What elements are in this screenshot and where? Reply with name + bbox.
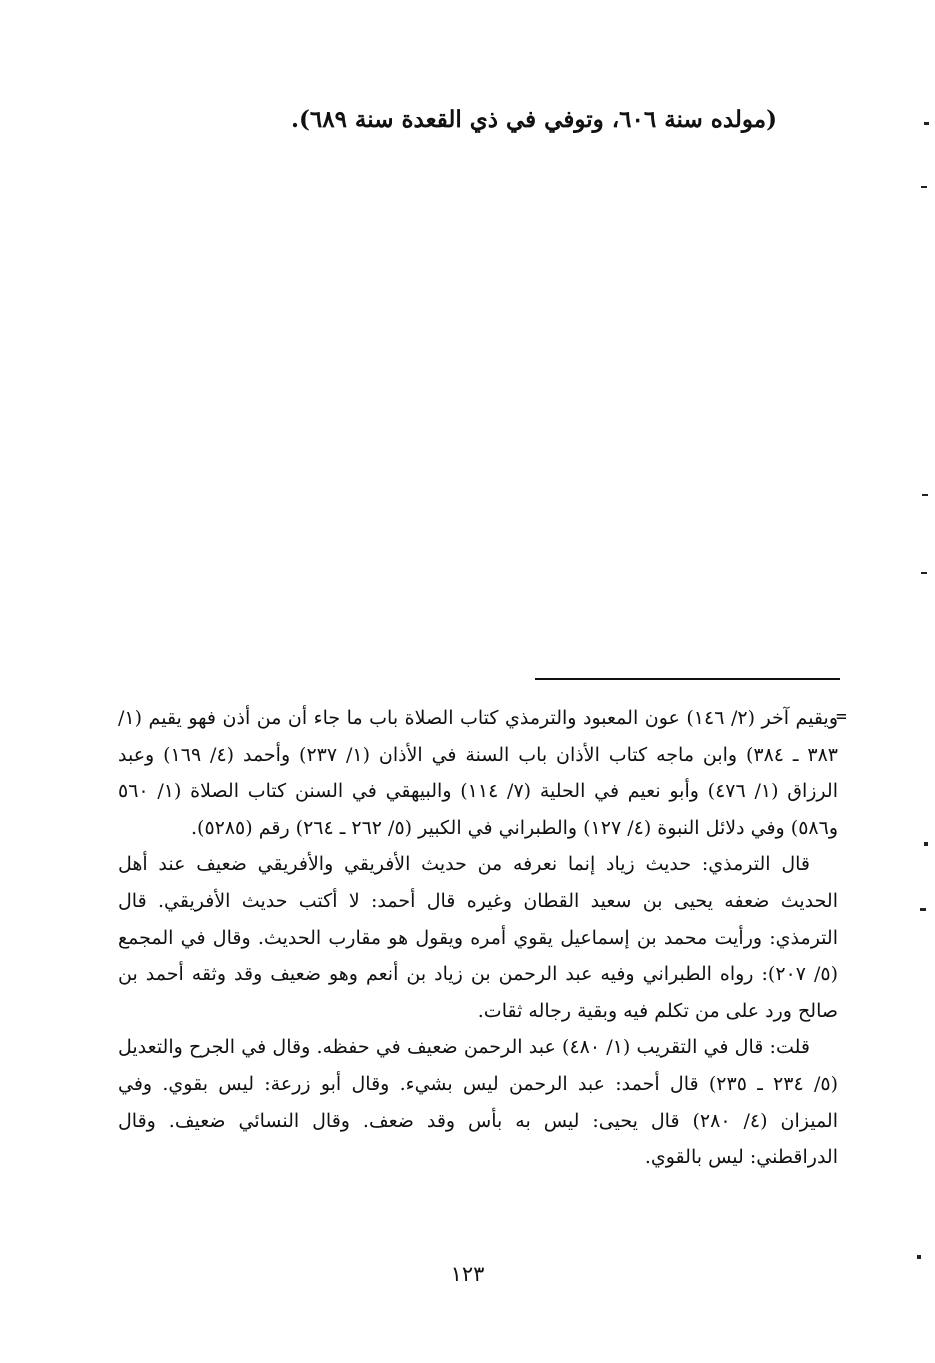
scan-speck	[924, 122, 929, 125]
continuation-mark: =	[836, 706, 847, 727]
scan-speck	[921, 572, 927, 574]
footnote-paragraph-qultu: قلت: قال في التقريب (١/ ٤٨٠) عبد الرحمن ضعيف في حفظه. وقال في الجرح والتعديل (٥/ ٢٣٤ ـ ٢٣٥) قال أحمد: عبد الرحمن ليس بشيء. وقال أبو زرعة: ليس بقوي. وفي الميزان (٤/ ٢٨٠) قال يحيى: ليس به بأس وقد ضعف. وقال النسائي ضعيف. وقال الدراقطني: ليس بالقوي.	[118, 1036, 838, 1169]
footnote-separator	[535, 678, 840, 680]
footnote-paragraph-references: ويقيم آخر (٢/ ١٤٦) عون المعبود والترمذي كتاب الصلاة باب ما جاء أن من أذن فهو يقيم (١/ ٣٨٣ ـ ٣٨٤) وابن ماجه كتاب الأذان باب السنة في الأذان (١/ ٢٣٧) وأحمد (٤/ ١٦٩) وعبد الرزاق (١/ ٤٧٦) وأبو نعيم في الحلية (٧/ ١١٤) والبيهقي في السنن كتاب الصلاة (١/ ٥٦٠ و٥٨٦) وفي دلائل النبوة (٤/ ١٢٧) والطبراني في الكبير (٥/ ٢٦٢ ـ ٢٦٤) رقم (٥٢٨٥).	[118, 707, 838, 839]
scan-speck	[921, 186, 927, 188]
page-number: ١٢٣	[450, 1262, 485, 1286]
scan-speck	[922, 494, 928, 496]
scan-speck	[917, 1255, 921, 1259]
scan-speck	[920, 908, 926, 911]
footnote-paragraph-tirmidhi: قال الترمذي: حديث زياد إنما نعرفه من حديث الأفريقي والأفريقي ضعيف عند أهل الحديث ضعفه يحيى بن سعيد القطان وغيره قال أحمد: لا أكتب حديث الأفريقي. قال الترمذي: ورأيت محمد بن إسماعيل يقوي أمره ويقول هو مقارب الحديث. وقال في المجمع (٥/ ٢٠٧): رواه الطبراني وفيه عبد الرحمن بن زياد بن أنعم وهو ضعيف وقد وثقه أحمد بن صالح ورد على من تكلم فيه وبقية رجاله ثقات.	[118, 853, 838, 1022]
biography-note: (مولده سنة ٦٠٦، وتوفي في ذي القعدة سنة ٦٨٩).	[290, 106, 777, 133]
footnotes-block	[118, 700, 838, 1176]
scan-speck	[924, 842, 928, 846]
